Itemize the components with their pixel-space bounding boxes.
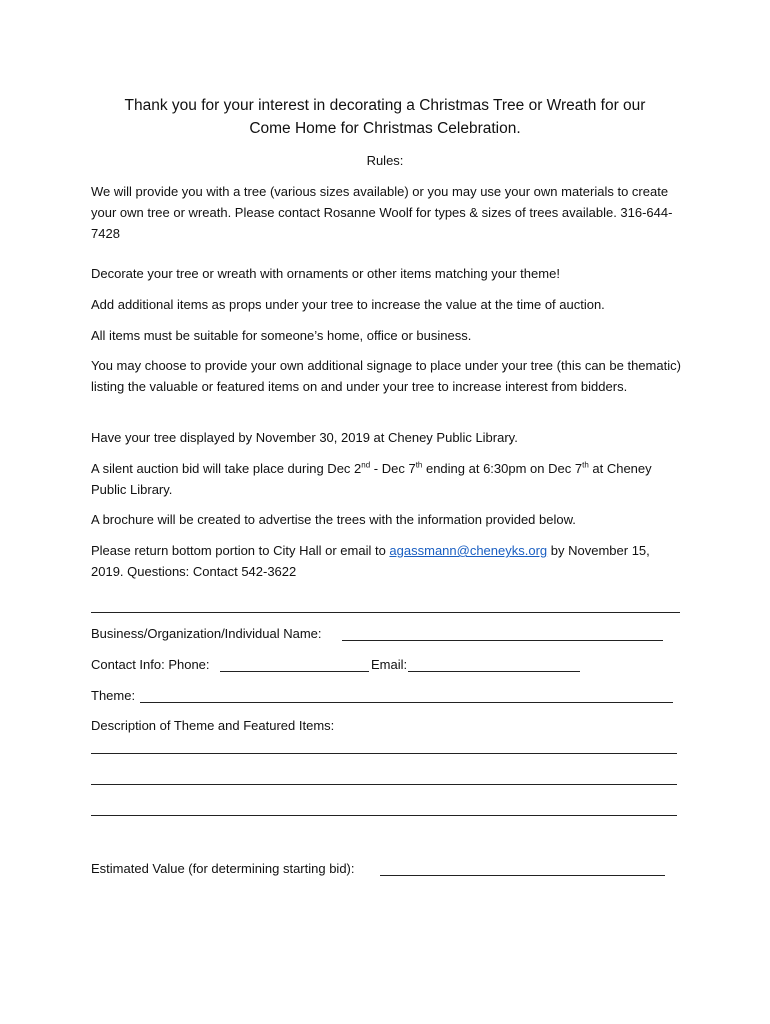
- auction-text-1: A silent auction bid will take place during Dec 2: [91, 461, 362, 476]
- theme-field-label: Theme:: [91, 688, 136, 703]
- auction-sup-3: th: [582, 460, 589, 470]
- rule-suitable: All items must be suitable for someone’s home, office or business.: [91, 328, 472, 343]
- rule-auction: [91, 458, 681, 500]
- auction-sup-1: nd: [361, 460, 371, 470]
- theme-input-line[interactable]: [140, 702, 673, 703]
- email-link[interactable]: agassmann@cheneyks.org: [389, 543, 548, 558]
- description-field-label: Description of Theme and Featured Items:: [91, 718, 335, 733]
- auction-text-4: at Cheney Public Library.: [91, 461, 652, 497]
- rule-return: [91, 540, 681, 582]
- title-line-1: Thank you for your interest in decorating a Christmas Tree or Wreath for our: [124, 97, 646, 114]
- title-line-2: Come Home for Christmas Celebration.: [249, 120, 521, 137]
- rule-display: Have your tree displayed by November 30, 2019 at Cheney Public Library.: [91, 430, 518, 445]
- email-input-line[interactable]: [408, 671, 580, 672]
- name-field-label: Business/Organization/Individual Name:: [91, 626, 322, 641]
- description-line-2[interactable]: [91, 784, 677, 785]
- rules-intro: We will provide you with a tree (various sizes available) or you may use your own materials to create your own tree or wreath. Please contact Rosanne Woolf for types & sizes of trees available. 316-644-7428: [91, 184, 673, 241]
- rules-heading: Rules:: [366, 153, 404, 168]
- email-field-label: Email:: [371, 657, 408, 672]
- phone-field-label: Contact Info: Phone:: [91, 657, 210, 672]
- page-title: [80, 94, 690, 140]
- rule-signage: You may choose to provide your own additional signage to place under your tree (this can be thematic) listing the valuable or featured items on and under your tree to increase interest from bidders.: [91, 358, 681, 394]
- auction-text-3: ending at 6:30pm on Dec 7: [422, 461, 583, 476]
- value-field-label: Estimated Value (for determining starting bid):: [91, 861, 355, 876]
- auction-sup-2: th: [415, 460, 423, 470]
- value-input-line[interactable]: [380, 875, 665, 876]
- rule-props: Add additional items as props under your tree to increase the value at the time of auction.: [91, 297, 605, 312]
- name-input-line[interactable]: [342, 640, 663, 641]
- rule-brochure: A brochure will be created to advertise the trees with the information provided below.: [91, 512, 576, 527]
- section-divider: [91, 612, 680, 613]
- rule-decorate: Decorate your tree or wreath with ornaments or other items matching your theme!: [91, 266, 560, 281]
- description-line-1[interactable]: [91, 753, 677, 754]
- description-line-3[interactable]: [91, 815, 677, 816]
- return-text-after: by November 15, 2019. Questions: Contact 542-3622: [91, 543, 650, 579]
- auction-text-2: - Dec 7: [370, 461, 416, 476]
- phone-input-line[interactable]: [220, 671, 369, 672]
- return-text-before: Please return bottom portion to City Hall or email to: [91, 543, 390, 558]
